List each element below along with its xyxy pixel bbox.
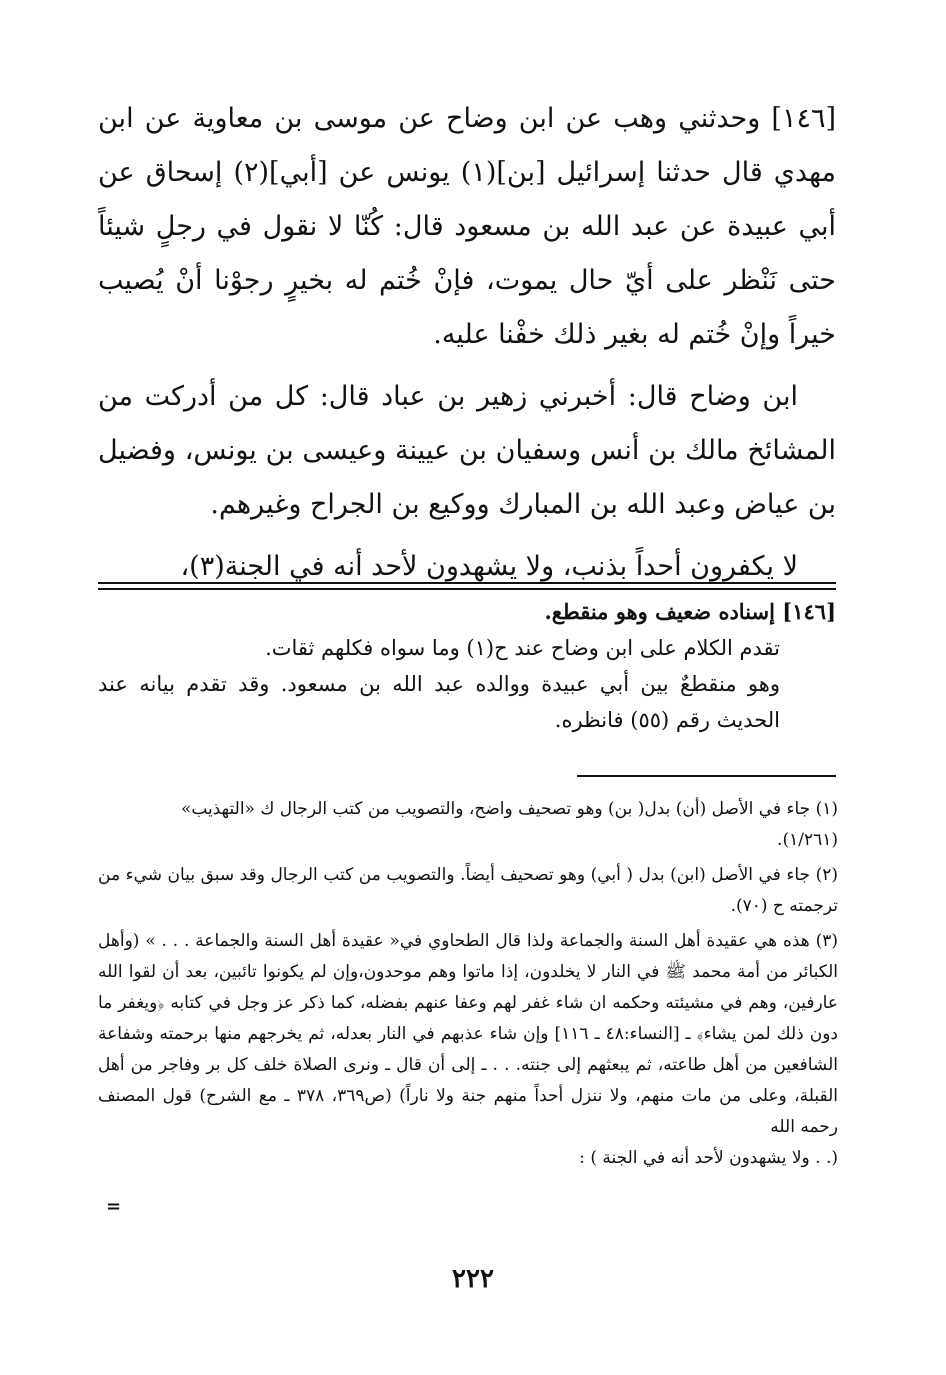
page-number: ٢٢٢ — [452, 1264, 494, 1294]
footnote-text: (١) جاء في الأصل (أن) بدل( بن) وهو تصحيف واضح، والتصويب من كتب الرجال ك «التهذيب» — [180, 799, 838, 819]
footnote-divider — [577, 775, 836, 777]
continuation-mark: = — [106, 1196, 122, 1217]
main-text — [98, 92, 836, 594]
section-divider — [98, 582, 836, 590]
commentary-line: وهو منقطعٌ بين أبي عبيدة ووالده عبد الله بن مسعود. وقد تقدم بيانه عند الحديث رقم (٥٥) فانظره. — [98, 672, 780, 732]
main-paragraph: لا يكفرون أحداً بذنب، ولا يشهدون لأحد أنه في الجنة(٣)، — [180, 551, 798, 582]
footnote — [98, 860, 838, 922]
footnote — [98, 926, 838, 1174]
footnote-continuation: (١/٢٦١). — [777, 830, 838, 850]
footnote-text: (٢) جاء في الأصل (ابن) بدل ( أبي) وهو تصحيف أيضاً. والتصويب من كتب الرجال وقد سبق بيان شيء من ترجمته ح (٧٠). — [98, 865, 838, 916]
main-paragraph: [١٤٦] وحدثني وهب عن ابن وضاح عن موسى بن معاوية عن ابن مهدي قال حدثنا إسرائيل [بن](١) يونس عن [أبي](٢) إسحاق عن أبي عبيدة عن عبد الله بن مسعود قال: كُنّا لا نقول في رجلٍ شيئاً حتى نَنْظر على أيّ حال يموت، فإنْ خُتم له بخيرٍ رجوْنا أنْ يُصيب خيراً وإنْ خُتم له بغير ذلك خفْنا عليه. — [98, 103, 837, 350]
footnote — [98, 794, 838, 856]
commentary-section — [98, 594, 836, 738]
main-paragraph: ابن وضاح قال: أخبرني زهير بن عباد قال: كل من أدركت من المشائخ مالك بن أنس وسفيان بن عيينة وعيسى بن يونس، وفضيل بن عياض وعبد الله بن المبارك ووكيع بن الجراح وغيرهم. — [98, 381, 836, 520]
footnote-text: (٣) هذه هي عقيدة أهل السنة والجماعة ولذا قال الطحاوي في« عقيدة أهل السنة والجماعة . . . » (وأهل الكبائر من أمة محمد ﷺ في النار لا يخلدون، إذا ماتوا وهم موحدون،وإن لم يكونوا تائبين، بعد أن لقوا الله عارفين، وهم في مشيئته وحكمه ان شاء غفر لهم وعفا عنهم بفضله، كما ذكر عز وجل في كتابه ﴿ويغفر ما دون ذلك لمن يشاء﴾ ـ [النساء:٤٨ ـ ١١٦] وإن شاء عذبهم في النار بعدله، ثم يخرجهم منها برحمته وشفاعة الشافعين من أهل طاعته، ثم يبعثهم إلى جنته. . . ـ إلى أن قال ـ ونرى الصلاة خلف كل بر وفاجر من أهل القبلة، وعلى من مات منهم، ولا ننزل أحداً منهم جنة ولا ناراً) (ص٣٦٩، ٣٧٨ ـ مع الشرح) قول المصنف رحمه الله — [98, 931, 839, 1137]
footnote-continuation: (. . ولا يشهدون لأحد أنه في الجنة ) : — [579, 1148, 838, 1168]
commentary-heading: [١٤٦] إسناده ضعيف وهو منقطع. — [544, 599, 836, 624]
footnotes — [98, 794, 838, 1174]
commentary-line: تقدم الكلام على ابن وضاح عند ح(١) وما سواه فكلهم ثقات. — [265, 636, 780, 660]
